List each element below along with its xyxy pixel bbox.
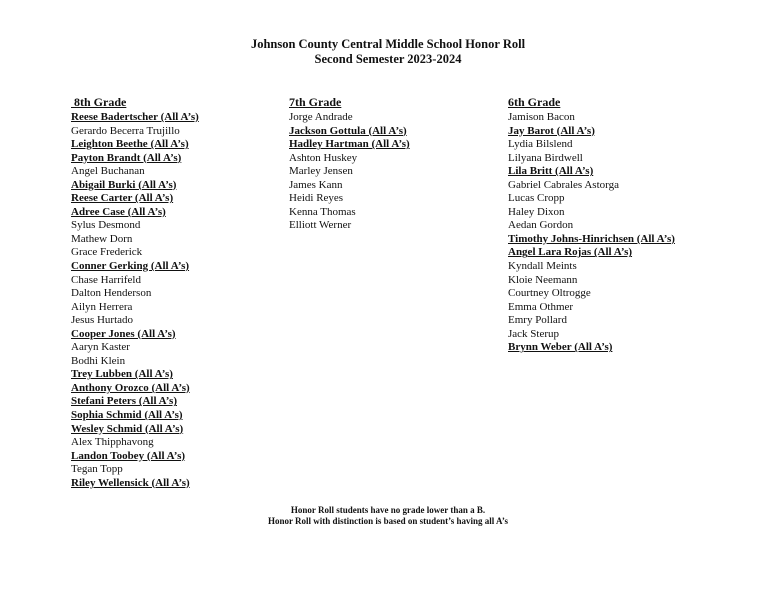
student-name: Stefani Peters (All A’s)	[71, 395, 177, 408]
document-header	[0, 37, 776, 67]
grade-heading: 6th Grade	[508, 95, 561, 109]
student-name: Sylus Desmond	[71, 219, 141, 232]
student-name: Riley Wellensick (All A’s)	[71, 476, 190, 489]
student-name: Wesley Schmid (All A’s)	[71, 422, 184, 435]
footer-note-distinction: Honor Roll with distinction is based on student’s having all A’s	[267, 516, 509, 526]
student-name: Hadley Hartman (All A’s)	[289, 138, 410, 151]
student-name: Haley Dixon	[508, 205, 565, 218]
grade-column-8th	[71, 96, 199, 490]
student-name: Chase Harrifeld	[71, 273, 141, 286]
footer-note-b-grade: Honor Roll students have no grade lower than a B.	[290, 505, 486, 515]
student-name: Bodhi Klein	[71, 354, 126, 367]
student-name: Kyndall Meints	[508, 260, 577, 273]
student-name: Courtney Oltrogge	[508, 287, 591, 300]
student-name: Jack Sterup	[508, 327, 560, 340]
student-name: Payton Brandt (All A’s)	[71, 151, 182, 164]
student-name: Angel Lara Rojas (All A’s)	[508, 246, 633, 259]
document-subtitle: Second Semester 2023-2024	[314, 52, 462, 66]
student-name: Cooper Jones (All A’s)	[71, 327, 176, 340]
student-name: Kenna Thomas	[289, 205, 356, 218]
grade-column-6th	[508, 96, 675, 355]
student-name: Jamison Bacon	[508, 111, 575, 123]
student-name: Jesus Hurtado	[71, 314, 134, 327]
student-name: Jackson Gottula (All A’s)	[289, 124, 407, 137]
student-list	[508, 111, 675, 355]
grade-heading: 7th Grade	[289, 95, 342, 109]
student-name: Elliott Werner	[289, 219, 352, 232]
student-name: Jay Barot (All A’s)	[508, 124, 595, 137]
student-name: Gerardo Becerra Trujillo	[71, 124, 180, 137]
document-title: Johnson County Central Middle School Honor Roll	[250, 37, 526, 51]
student-name: Dalton Henderson	[71, 287, 152, 300]
student-name: Aaryn Kaster	[71, 341, 130, 354]
grade-column-7th	[289, 96, 410, 233]
student-name: Tegan Topp	[71, 463, 123, 476]
student-name: Lucas Cropp	[508, 192, 565, 205]
student-name: Leighton Beethe (All A’s)	[71, 138, 189, 151]
student-name: Anthony Orozco (All A’s)	[71, 381, 190, 394]
student-name: Ailyn Herrera	[71, 300, 133, 313]
student-name: Kloie Neemann	[508, 273, 578, 286]
student-name: Emma Othmer	[508, 300, 574, 313]
student-list	[71, 111, 199, 490]
student-name: Ashton Huskey	[289, 151, 358, 164]
student-name: Landon Toobey (All A’s)	[71, 449, 186, 462]
student-name: Abigail Burki (All A’s)	[71, 178, 177, 191]
student-name: Heidi Reyes	[289, 192, 344, 205]
student-name: Adree Case (All A’s)	[71, 205, 166, 218]
student-name: Aedan Gordon	[508, 219, 574, 232]
student-name: Mathew Dorn	[71, 232, 133, 245]
student-name: Timothy Johns-Hinrichsen (All A’s)	[508, 232, 675, 245]
student-name: Jorge Andrade	[289, 111, 353, 123]
student-name: Reese Carter (All A’s)	[71, 192, 174, 205]
student-name: Lilyana Birdwell	[508, 151, 583, 164]
student-name: James Kann	[289, 178, 343, 191]
student-name: Trey Lubben (All A’s)	[71, 368, 173, 381]
student-name: Emry Pollard	[508, 314, 567, 327]
student-name: Alex Thipphavong	[71, 436, 154, 449]
student-name: Gabriel Cabrales Astorga	[508, 178, 619, 191]
student-name: Sophia Schmid (All A’s)	[71, 409, 183, 422]
student-list	[289, 111, 410, 233]
student-name: Lydia Bilslend	[508, 138, 573, 151]
student-name: Lila Britt (All A’s)	[508, 165, 594, 178]
footer-notes	[0, 505, 776, 527]
student-name: Angel Buchanan	[71, 165, 145, 178]
grade-heading: 8th Grade	[71, 95, 127, 109]
student-name: Brynn Weber (All A’s)	[508, 341, 613, 354]
student-name: Grace Frederick	[71, 246, 143, 259]
student-name: Reese Badertscher (All A’s)	[71, 111, 199, 123]
student-name: Conner Gerking (All A’s)	[71, 260, 190, 273]
student-name: Marley Jensen	[289, 165, 353, 178]
